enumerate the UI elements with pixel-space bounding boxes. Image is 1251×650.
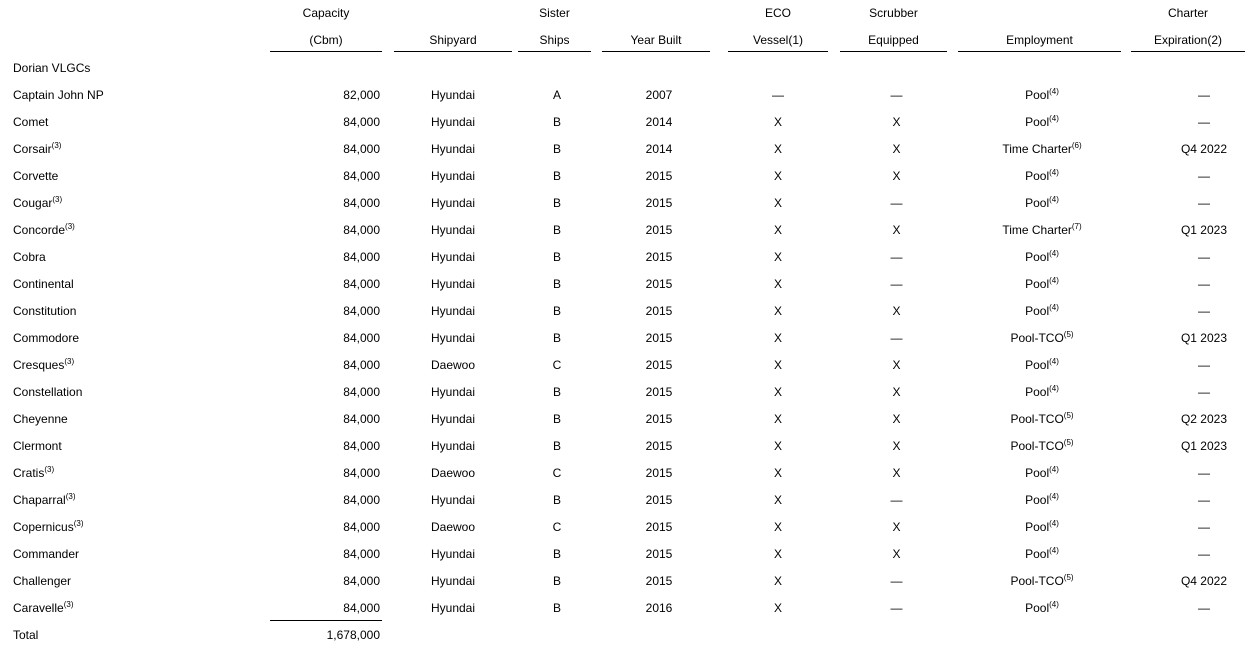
cell-shipyard: Hyundai xyxy=(430,331,476,345)
cell-sister-ships: A xyxy=(552,88,561,102)
cell-employment xyxy=(958,358,1126,372)
cell-capacity: 84,000 xyxy=(343,196,380,210)
vessel-name: Corsair xyxy=(13,142,52,156)
cell-charter-expiration: Q2 2023 xyxy=(1180,412,1228,426)
cell-eco-vessel: X xyxy=(773,493,782,507)
employment-type: Pool-TCO xyxy=(1010,412,1064,426)
employment-type: Pool xyxy=(1025,601,1050,615)
header-charter-line2: Expiration(2) xyxy=(1153,33,1223,47)
cell-vessel-name xyxy=(13,223,75,237)
cell-employment xyxy=(958,142,1126,156)
cell-vessel-name xyxy=(13,250,46,264)
vessel-footnote: (3) xyxy=(44,465,55,474)
employment-type: Pool xyxy=(1025,493,1050,507)
employment-footnote: (4) xyxy=(1049,384,1059,393)
header-underline-employment xyxy=(958,51,1121,52)
cell-vessel-name xyxy=(13,196,62,210)
cell-employment xyxy=(958,331,1126,345)
header-sister-line2: Ships xyxy=(539,33,570,47)
cell-capacity: 84,000 xyxy=(343,250,380,264)
cell-eco-vessel: X xyxy=(773,466,782,480)
header-underline-sister xyxy=(518,51,591,52)
cell-year-built: 2015 xyxy=(645,331,673,345)
cell-capacity: 84,000 xyxy=(343,169,380,183)
vessel-name: Cresques xyxy=(13,358,65,372)
cell-eco-vessel: X xyxy=(773,520,782,534)
employment-footnote: (4) xyxy=(1049,195,1059,204)
cell-employment xyxy=(958,547,1126,561)
cell-shipyard: Hyundai xyxy=(430,412,476,426)
cell-year-built: 2015 xyxy=(645,196,673,210)
cell-capacity: 84,000 xyxy=(343,331,380,345)
employment-footnote: (6) xyxy=(1071,141,1082,150)
cell-year-built: 2007 xyxy=(645,88,673,102)
cell-charter-expiration: Q4 2022 xyxy=(1180,574,1228,588)
cell-shipyard: Hyundai xyxy=(430,304,476,318)
cell-capacity: 84,000 xyxy=(343,358,380,372)
cell-shipyard: Hyundai xyxy=(430,277,476,291)
cell-sister-ships: B xyxy=(552,277,561,291)
cell-year-built: 2014 xyxy=(645,115,673,129)
cell-year-built: 2015 xyxy=(645,412,673,426)
cell-vessel-name xyxy=(13,412,68,426)
total-rule xyxy=(270,620,382,621)
cell-employment xyxy=(958,574,1126,588)
employment-footnote: (5) xyxy=(1063,573,1074,582)
total-label: Total xyxy=(13,628,39,642)
cell-year-built: 2014 xyxy=(645,142,673,156)
cell-year-built: 2015 xyxy=(645,574,673,588)
vessel-footnote: (3) xyxy=(64,357,75,366)
cell-year-built: 2015 xyxy=(645,520,673,534)
cell-employment xyxy=(958,439,1126,453)
employment-footnote: (4) xyxy=(1049,276,1059,285)
employment-footnote: (4) xyxy=(1049,546,1059,555)
header-employment: Employment xyxy=(1006,33,1073,47)
cell-scrubber-equipped: X xyxy=(892,385,901,399)
vessel-name: Copernicus xyxy=(13,520,74,534)
cell-vessel-name xyxy=(13,88,104,102)
header-underline-shipyard xyxy=(394,51,512,52)
cell-year-built: 2016 xyxy=(645,601,673,615)
employment-type: Pool xyxy=(1025,115,1050,129)
cell-capacity: 84,000 xyxy=(343,601,380,615)
cell-shipyard: Hyundai xyxy=(430,169,476,183)
vessel-name: Challenger xyxy=(13,574,72,588)
vessel-name: Cobra xyxy=(13,250,46,264)
cell-eco-vessel: X xyxy=(773,331,782,345)
cell-capacity: 84,000 xyxy=(343,304,380,318)
cell-year-built: 2015 xyxy=(645,358,673,372)
vessel-name: Captain John NP xyxy=(13,88,104,102)
cell-sister-ships: B xyxy=(552,115,561,129)
cell-eco-vessel: X xyxy=(773,223,782,237)
cell-sister-ships: B xyxy=(552,439,561,453)
cell-year-built: 2015 xyxy=(645,169,673,183)
cell-shipyard: Hyundai xyxy=(430,142,476,156)
cell-employment xyxy=(958,223,1126,237)
cell-sister-ships: C xyxy=(552,520,562,534)
cell-scrubber-equipped: X xyxy=(892,520,901,534)
cell-scrubber-equipped: X xyxy=(892,304,901,318)
employment-type: Time Charter xyxy=(1002,223,1072,237)
cell-shipyard: Hyundai xyxy=(430,547,476,561)
cell-sister-ships: B xyxy=(552,601,561,615)
cell-scrubber-equipped: — xyxy=(890,601,903,615)
cell-sister-ships: B xyxy=(552,196,561,210)
cell-shipyard: Hyundai xyxy=(430,115,476,129)
cell-shipyard: Hyundai xyxy=(430,493,476,507)
cell-employment xyxy=(958,196,1126,210)
cell-charter-expiration: — xyxy=(1198,277,1210,291)
cell-capacity: 84,000 xyxy=(343,547,380,561)
cell-year-built: 2015 xyxy=(645,439,673,453)
vessel-name: Cratis xyxy=(13,466,45,480)
cell-sister-ships: B xyxy=(552,304,561,318)
cell-shipyard: Hyundai xyxy=(430,574,476,588)
cell-employment xyxy=(958,601,1126,615)
cell-shipyard: Hyundai xyxy=(430,196,476,210)
cell-scrubber-equipped: — xyxy=(890,277,903,291)
cell-scrubber-equipped: X xyxy=(892,412,901,426)
header-shipyard: Shipyard xyxy=(429,33,477,47)
cell-capacity: 84,000 xyxy=(343,412,380,426)
cell-shipyard: Daewoo xyxy=(430,466,476,480)
employment-type: Pool-TCO xyxy=(1010,439,1064,453)
header-scrubber-line2: Equipped xyxy=(868,33,919,47)
cell-eco-vessel: — xyxy=(772,88,784,102)
cell-charter-expiration: — xyxy=(1198,358,1210,372)
cell-vessel-name xyxy=(13,493,75,507)
employment-type: Pool xyxy=(1025,277,1050,291)
cell-capacity: 84,000 xyxy=(343,574,380,588)
cell-sister-ships: B xyxy=(552,547,561,561)
header-underline-charter xyxy=(1131,51,1245,52)
header-underline-scrubber xyxy=(840,51,947,52)
cell-year-built: 2015 xyxy=(645,493,673,507)
cell-scrubber-equipped: X xyxy=(892,439,901,453)
employment-footnote: (4) xyxy=(1049,519,1059,528)
total-capacity: 1,678,000 xyxy=(326,628,380,642)
cell-employment xyxy=(958,304,1126,318)
header-year-built: Year Built xyxy=(630,33,682,47)
employment-type: Pool-TCO xyxy=(1010,574,1064,588)
employment-type: Time Charter xyxy=(1002,142,1072,156)
cell-charter-expiration: — xyxy=(1198,196,1210,210)
cell-scrubber-equipped: — xyxy=(890,574,903,588)
cell-scrubber-equipped: — xyxy=(890,493,903,507)
vessel-footnote: (3) xyxy=(51,141,62,150)
cell-vessel-name xyxy=(13,115,48,129)
cell-vessel-name xyxy=(13,520,83,534)
vessel-footnote: (3) xyxy=(63,600,74,609)
cell-scrubber-equipped: X xyxy=(892,466,901,480)
cell-vessel-name xyxy=(13,331,79,345)
employment-type: Pool xyxy=(1025,250,1050,264)
cell-eco-vessel: X xyxy=(773,385,782,399)
employment-type: Pool xyxy=(1025,547,1050,561)
vessel-footnote: (3) xyxy=(52,195,63,204)
cell-capacity: 84,000 xyxy=(343,115,380,129)
cell-scrubber-equipped: — xyxy=(890,196,903,210)
cell-scrubber-equipped: — xyxy=(890,88,903,102)
employment-type: Pool xyxy=(1025,304,1050,318)
cell-charter-expiration: Q1 2023 xyxy=(1180,223,1228,237)
vessel-footnote: (3) xyxy=(65,492,76,501)
cell-vessel-name xyxy=(13,358,74,372)
employment-footnote: (4) xyxy=(1049,249,1059,258)
vessel-footnote: (3) xyxy=(73,519,84,528)
header-sister-line1: Sister xyxy=(539,6,570,20)
cell-vessel-name xyxy=(13,169,58,183)
employment-type: Pool xyxy=(1025,466,1050,480)
cell-eco-vessel: X xyxy=(773,412,782,426)
cell-eco-vessel: X xyxy=(773,142,782,156)
employment-type: Pool-TCO xyxy=(1010,331,1064,345)
cell-year-built: 2015 xyxy=(645,304,673,318)
employment-type: Pool xyxy=(1025,88,1050,102)
cell-capacity: 84,000 xyxy=(343,439,380,453)
cell-scrubber-equipped: — xyxy=(890,250,903,264)
cell-charter-expiration: Q1 2023 xyxy=(1180,331,1228,345)
header-underline-capacity xyxy=(270,51,382,52)
cell-shipyard: Daewoo xyxy=(430,520,476,534)
cell-employment xyxy=(958,466,1126,480)
cell-vessel-name xyxy=(13,466,54,480)
cell-charter-expiration: — xyxy=(1198,385,1210,399)
cell-shipyard: Hyundai xyxy=(430,385,476,399)
cell-charter-expiration: — xyxy=(1198,547,1210,561)
vessel-name: Commander xyxy=(13,547,80,561)
cell-vessel-name xyxy=(13,385,82,399)
cell-employment xyxy=(958,250,1126,264)
cell-year-built: 2015 xyxy=(645,385,673,399)
vessel-name: Commodore xyxy=(13,331,80,345)
cell-employment xyxy=(958,88,1126,102)
cell-shipyard: Hyundai xyxy=(430,88,476,102)
header-underline-year xyxy=(602,51,710,52)
employment-footnote: (4) xyxy=(1049,303,1059,312)
cell-sister-ships: B xyxy=(552,412,561,426)
header-capacity-line2: (Cbm) xyxy=(309,33,343,47)
cell-eco-vessel: X xyxy=(773,250,782,264)
employment-type: Pool xyxy=(1025,169,1050,183)
vessel-footnote: (3) xyxy=(65,222,75,231)
cell-eco-vessel: X xyxy=(773,547,782,561)
cell-shipyard: Hyundai xyxy=(430,601,476,615)
vessel-name: Cheyenne xyxy=(13,412,68,426)
cell-capacity: 84,000 xyxy=(343,385,380,399)
cell-eco-vessel: X xyxy=(773,574,782,588)
cell-employment xyxy=(958,277,1126,291)
cell-employment xyxy=(958,169,1126,183)
cell-scrubber-equipped: X xyxy=(892,223,901,237)
cell-capacity: 84,000 xyxy=(343,223,380,237)
vessel-name: Concorde xyxy=(13,223,66,237)
cell-year-built: 2015 xyxy=(645,466,673,480)
employment-type: Pool xyxy=(1025,196,1050,210)
cell-sister-ships: B xyxy=(552,142,561,156)
cell-eco-vessel: X xyxy=(773,601,782,615)
header-scrubber-line1: Scrubber xyxy=(869,6,918,20)
cell-charter-expiration: Q1 2023 xyxy=(1180,439,1228,453)
cell-eco-vessel: X xyxy=(773,439,782,453)
employment-footnote: (4) xyxy=(1049,465,1059,474)
cell-year-built: 2015 xyxy=(645,250,673,264)
cell-vessel-name xyxy=(13,277,74,291)
vessel-name: Corvette xyxy=(13,169,59,183)
cell-charter-expiration: Q4 2022 xyxy=(1180,142,1228,156)
cell-scrubber-equipped: — xyxy=(890,331,903,345)
cell-charter-expiration: — xyxy=(1198,466,1210,480)
cell-sister-ships: C xyxy=(552,358,562,372)
cell-employment xyxy=(958,385,1126,399)
header-charter-line1: Charter xyxy=(1167,6,1208,20)
cell-charter-expiration: — xyxy=(1198,115,1210,129)
cell-employment xyxy=(958,115,1126,129)
cell-capacity: 84,000 xyxy=(343,466,380,480)
cell-scrubber-equipped: X xyxy=(892,169,901,183)
cell-vessel-name xyxy=(13,601,73,615)
cell-sister-ships: C xyxy=(552,466,562,480)
cell-vessel-name xyxy=(13,547,79,561)
employment-type: Pool xyxy=(1025,385,1050,399)
cell-shipyard: Hyundai xyxy=(430,439,476,453)
cell-capacity: 84,000 xyxy=(343,142,380,156)
employment-footnote: (5) xyxy=(1063,438,1074,447)
cell-employment xyxy=(958,520,1126,534)
employment-footnote: (4) xyxy=(1049,87,1059,96)
cell-employment xyxy=(958,412,1126,426)
header-eco-line2: Vessel(1) xyxy=(752,33,804,47)
cell-vessel-name xyxy=(13,574,71,588)
employment-footnote: (7) xyxy=(1071,222,1082,231)
employment-type: Pool xyxy=(1025,358,1050,372)
header-capacity-line1: Capacity xyxy=(302,6,350,20)
employment-footnote: (4) xyxy=(1049,492,1059,501)
cell-year-built: 2015 xyxy=(645,277,673,291)
cell-eco-vessel: X xyxy=(773,304,782,318)
cell-charter-expiration: — xyxy=(1198,493,1210,507)
employment-footnote: (5) xyxy=(1063,330,1074,339)
cell-capacity: 82,000 xyxy=(343,88,380,102)
employment-footnote: (5) xyxy=(1063,411,1074,420)
cell-eco-vessel: X xyxy=(773,115,782,129)
vessel-name: Constitution xyxy=(13,304,77,318)
cell-sister-ships: B xyxy=(552,493,561,507)
employment-footnote: (4) xyxy=(1049,357,1059,366)
vessel-name: Chaparral xyxy=(13,493,66,507)
cell-scrubber-equipped: X xyxy=(892,142,901,156)
vessel-name: Continental xyxy=(13,277,74,291)
cell-eco-vessel: X xyxy=(773,169,782,183)
section-label: Dorian VLGCs xyxy=(13,61,91,75)
cell-sister-ships: B xyxy=(552,574,561,588)
vessel-name: Cougar xyxy=(13,196,53,210)
employment-footnote: (4) xyxy=(1049,114,1059,123)
vessel-name: Constellation xyxy=(13,385,83,399)
cell-vessel-name xyxy=(13,304,76,318)
cell-charter-expiration: — xyxy=(1198,304,1210,318)
header-underline-eco xyxy=(728,51,828,52)
cell-scrubber-equipped: X xyxy=(892,547,901,561)
cell-eco-vessel: X xyxy=(773,277,782,291)
cell-capacity: 84,000 xyxy=(343,493,380,507)
cell-sister-ships: B xyxy=(552,385,561,399)
cell-charter-expiration: — xyxy=(1198,88,1210,102)
cell-charter-expiration: — xyxy=(1198,601,1210,615)
cell-shipyard: Hyundai xyxy=(430,223,476,237)
cell-sister-ships: B xyxy=(552,223,561,237)
cell-scrubber-equipped: X xyxy=(892,115,901,129)
cell-sister-ships: B xyxy=(552,250,561,264)
cell-sister-ships: B xyxy=(552,331,561,345)
cell-year-built: 2015 xyxy=(645,223,673,237)
cell-charter-expiration: — xyxy=(1198,520,1210,534)
header-eco-line1: ECO xyxy=(764,6,791,20)
cell-sister-ships: B xyxy=(552,169,561,183)
cell-employment xyxy=(958,493,1126,507)
cell-charter-expiration: — xyxy=(1198,250,1210,264)
employment-footnote: (4) xyxy=(1049,168,1059,177)
employment-type: Pool xyxy=(1025,520,1050,534)
cell-shipyard: Hyundai xyxy=(430,250,476,264)
cell-capacity: 84,000 xyxy=(343,520,380,534)
cell-scrubber-equipped: X xyxy=(892,358,901,372)
cell-shipyard: Daewoo xyxy=(430,358,476,372)
employment-footnote: (4) xyxy=(1049,600,1059,609)
cell-vessel-name xyxy=(13,439,62,453)
cell-capacity: 84,000 xyxy=(343,277,380,291)
cell-vessel-name xyxy=(13,142,61,156)
cell-year-built: 2015 xyxy=(645,547,673,561)
vessel-name: Clermont xyxy=(13,439,62,453)
cell-eco-vessel: X xyxy=(773,358,782,372)
vessel-name: Caravelle xyxy=(13,601,64,615)
cell-charter-expiration: — xyxy=(1198,169,1210,183)
cell-eco-vessel: X xyxy=(773,196,782,210)
vessel-name: Comet xyxy=(13,115,49,129)
